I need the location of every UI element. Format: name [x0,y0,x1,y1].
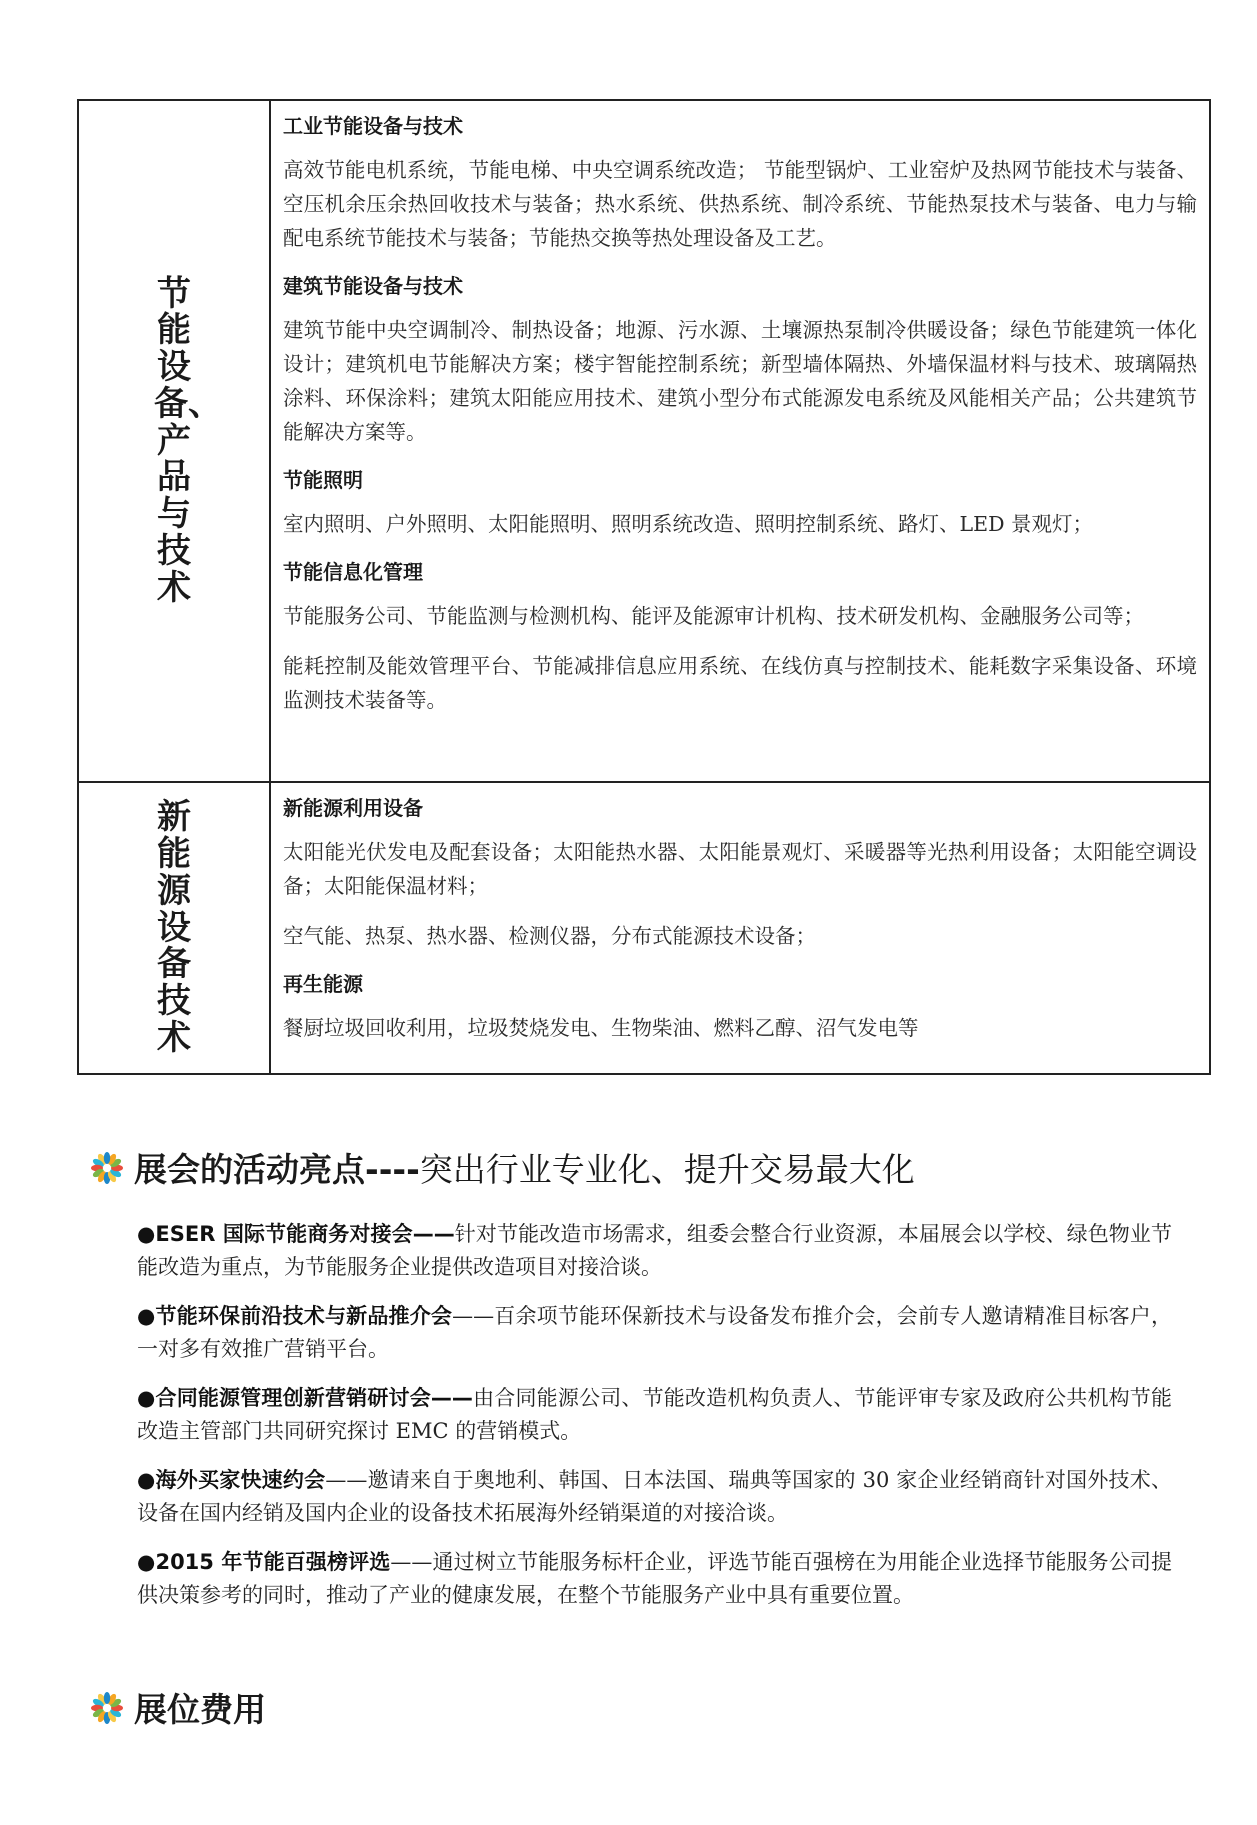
highlight-name: ●海外买家快速约会 [137,1468,326,1492]
sunflower-logo-icon [90,1691,124,1725]
section-title-bold: 展会的活动亮点---- [134,1150,420,1189]
category-cell [78,100,270,782]
table-row [78,782,1210,1074]
paragraph: 高效节能电机系统，节能电梯、中央空调系统改造； 节能型锅炉、工业窑炉及热网节能技术与装备、空压机余压余热回收技术与装备；热水系统、供热系统、制冷系统、节能热泵技术与装备、电力与输配电系统节能技术与装备；节能热交换等热处理设备及工艺。 [283,158,1197,250]
highlight-name: ●ESER 国际节能商务对接会—— [137,1222,455,1246]
highlight-item [137,1546,1172,1612]
paragraph: 室内照明、户外照明、太阳能照明、照明系统改造、照明控制系统、路灯、LED 景观灯； [283,512,1094,536]
paragraph: 能耗控制及能效管理平台、节能减排信息应用系统、在线仿真与控制技术、能耗数字采集设备、环境监测技术装备等。 [283,654,1197,712]
paragraph: 建筑节能中央空调制冷、制热设备；地源、污水源、土壤源热泵制冷供暖设备；绿色节能建筑一体化设计；建筑机电节能解决方案；楼宇智能控制系统；新型墙体隔热、外墙保温材料与技术、玻璃隔热涂料、环保涂料；建筑太阳能应用技术、建筑小型分布式能源发电系统及风能相关产品；公共建筑节能解决方案等。 [283,318,1197,444]
category-cell [78,782,270,1074]
highlight-text: ——通过树立节能服务标杆企业，评选节能百强榜在为用能企业选择节能服务公司提供决策参考的同时，推动了产业的健康发展，在整个节能服务产业中具有重要位置。 [137,1550,1172,1607]
highlight-text: ——邀请来自于奥地利、韩国、日本法国、瑞典等国家的 30 家企业经销商针对国外技术、设备在国内经销及国内企业的设备技术拓展海外经销渠道的对接洽谈。 [137,1468,1172,1525]
highlight-name: ●2015 年节能百强榜评选 [137,1550,391,1574]
section-title-rest: 突出行业专业化、提升交易最大化 [419,1150,915,1189]
sunflower-logo-icon [90,1151,124,1185]
subheading: 建筑节能设备与技术 [283,274,463,298]
highlight-text: 由合同能源公司、节能改造机构负责人、节能评审专家及政府公共机构节能改造主管部门共同研究探讨 EMC 的营销模式。 [137,1386,1172,1443]
subheading: 节能信息化管理 [283,560,423,584]
paragraph: 餐厨垃圾回收利用，垃圾焚烧发电、生物柴油、燃料乙醇、沼气发电等 [283,1016,919,1040]
paragraph: 空气能、热泵、热水器、检测仪器，分布式能源技术设备； [283,924,816,948]
subheading: 工业节能设备与技术 [283,114,463,138]
section-title-highlights [90,1144,915,1191]
category-label: 新能源设备技术 [157,797,191,1058]
section-title-fees [90,1684,266,1731]
paragraph: 太阳能光伏发电及配套设备；太阳能热水器、太阳能景观灯、采暖器等光热利用设备；太阳能空调设备；太阳能保温材料； [283,840,1197,898]
highlight-item [137,1464,1172,1530]
highlight-item [137,1382,1172,1448]
subheading: 再生能源 [283,972,363,996]
highlight-item [137,1218,1172,1284]
category-details [270,100,1210,782]
table-row [78,100,1210,782]
highlight-text: 针对节能改造市场需求，组委会整合行业资源，本届展会以学校、绿色物业节能改造为重点，为节能服务企业提供改造项目对接洽谈。 [137,1222,1173,1279]
category-details [270,782,1210,1074]
highlight-item [137,1300,1172,1366]
section-title-bold: 展位费用 [134,1690,266,1729]
subheading: 节能照明 [283,468,363,492]
category-label: 节能设备、产品与技术 [154,273,222,608]
paragraph: 节能服务公司、节能监测与检测机构、能评及能源审计机构、技术研发机构、金融服务公司等； [283,604,1144,628]
subheading: 新能源利用设备 [283,796,423,820]
highlight-name: ●合同能源管理创新营销研讨会—— [137,1386,473,1410]
highlights-list [137,1218,1172,1628]
exhibit-scope-table [77,99,1211,1075]
highlight-text: ——百余项节能环保新技术与设备发布推介会，会前专人邀请精准目标客户，一对多有效推广营销平台。 [137,1304,1172,1361]
highlight-name: ●节能环保前沿技术与新品推介会 [137,1304,453,1328]
